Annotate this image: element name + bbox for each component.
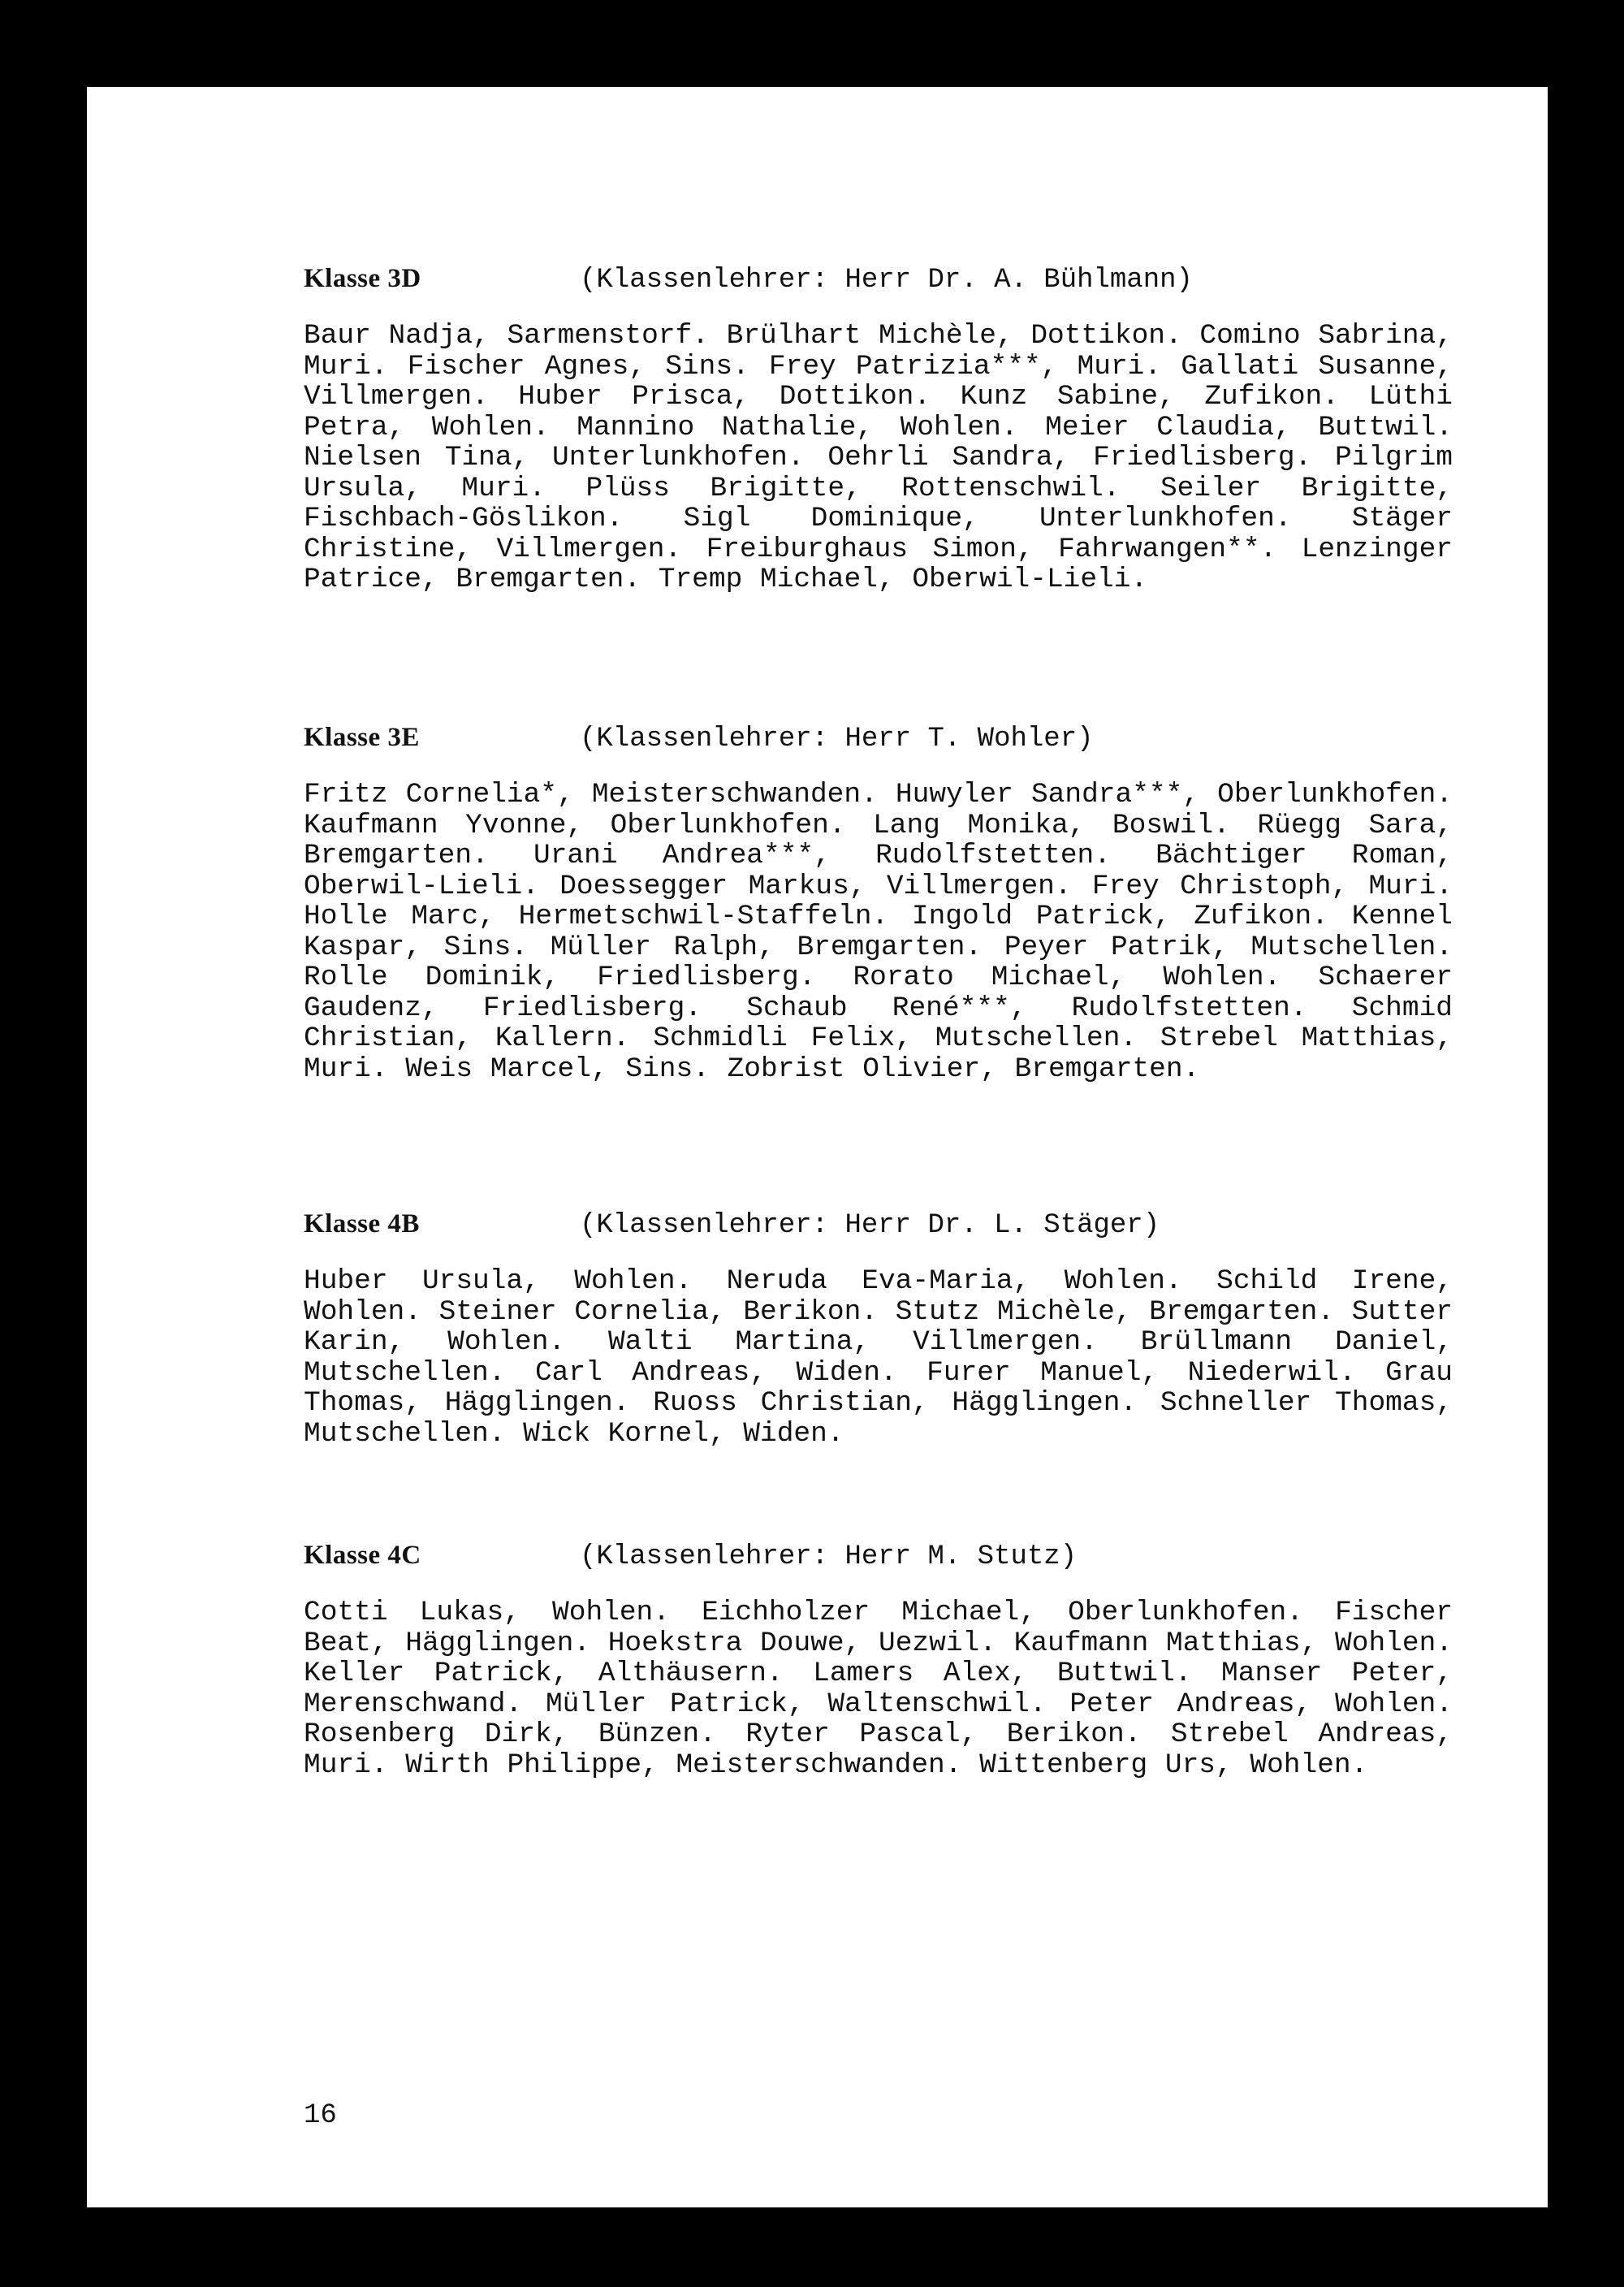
teacher-label: (Klassenlehrer: Herr Dr. A. Bühlmann) xyxy=(580,265,1193,296)
student-list: Fritz Cornelia*, Meisterschwanden. Huwyler Sandra***, Oberlunkhofen. Kaufmann Yvonne, Oberlunkhofen. Lang Monika, Boswil. Rüegg Sara, Bremgarten. Urani Andrea***, Rudolfstetten. Bächtiger Roman, Oberwil-Lieli. Doessegger Markus, Villmergen. Frey Christoph, Muri. Holle Marc, Hermetschwil-Staffeln. Ingold Patrick, Zufikon. Kennel Kaspar, Sins. Müller Ralph, Bremgarten. Peyer Patrik, Mutschellen. Rolle Dominik, Friedlisberg. Rorato Michael, Wohlen. Schaerer Gaudenz, Friedlisberg. Schaub René***, Rudolfstetten. Schmid Christian, Kallern. Schmidli Felix, Mutschellen. Strebel Matthias, Muri. Weis Marcel, Sins. Zobrist Olivier, Bremgarten. xyxy=(304,779,1453,1085)
student-list: Baur Nadja, Sarmenstorf. Brülhart Michèle, Dottikon. Comino Sabrina, Muri. Fischer Agnes, Sins. Frey Patrizia***, Muri. Gallati Susanne, Villmergen. Huber Prisca, Dottikon. Kunz Sabine, Zufikon. Lüthi Petra, Wohlen. Mannino Nathalie, Wohlen. Meier Claudia, Buttwil. Nielsen Tina, Unterlunkhofen. Oehrli Sandra, Friedlisberg. Pilgrim Ursula, Muri. Plüss Brigitte, Rottenschwil. Seiler Brigitte, Fischbach-Göslikon. Sigl Dominique, Unterlunkhofen. Stäger Christine, Villmergen. Freiburghaus Simon, Fahrwangen**. Lenzinger Patrice, Bremgarten. Tremp Michael, Oberwil-Lieli. xyxy=(304,320,1453,595)
teacher-label: (Klassenlehrer: Herr Dr. L. Stäger) xyxy=(580,1210,1160,1241)
class-label: Klasse 4B xyxy=(304,1209,420,1239)
section-heading xyxy=(304,1541,1453,1578)
student-list: Huber Ursula, Wohlen. Neruda Eva-Maria, Wohlen. Schild Irene, Wohlen. Steiner Cornelia, Berikon. Stutz Michèle, Bremgarten. Sutter Karin, Wohlen. Walti Martina, Villmergen. Brüllmann Daniel, Mutschellen. Carl Andreas, Widen. Furer Manuel, Niederwil. Grau Thomas, Hägglingen. Ruoss Christian, Hägglingen. Schneller Thomas, Mutschellen. Wick Kornel, Widen. xyxy=(304,1265,1453,1450)
document-page xyxy=(87,87,1548,2207)
student-list: Cotti Lukas, Wohlen. Eichholzer Michael, Oberlunkhofen. Fischer Beat, Hägglingen. Hoekstra Douwe, Uezwil. Kaufmann Matthias, Wohlen. Keller Patrick, Althäusern. Lamers Alex, Buttwil. Manser Peter, Merenschwand. Müller Patrick, Waltenschwil. Peter Andreas, Wohlen. Rosenberg Dirk, Bünzen. Ryter Pascal, Berikon. Strebel Andreas, Muri. Wirth Philippe, Meisterschwanden. Wittenberg Urs, Wohlen. xyxy=(304,1597,1453,1781)
section-heading xyxy=(304,1209,1453,1247)
teacher-label: (Klassenlehrer: Herr T. Wohler) xyxy=(580,724,1094,754)
class-label: Klasse 4C xyxy=(304,1541,421,1570)
section-heading xyxy=(304,264,1453,301)
class-label: Klasse 3E xyxy=(304,723,420,752)
class-label: Klasse 3D xyxy=(304,264,421,293)
section-heading xyxy=(304,723,1453,760)
teacher-label: (Klassenlehrer: Herr M. Stutz) xyxy=(580,1541,1078,1572)
page-number: 16 xyxy=(304,2100,337,2131)
